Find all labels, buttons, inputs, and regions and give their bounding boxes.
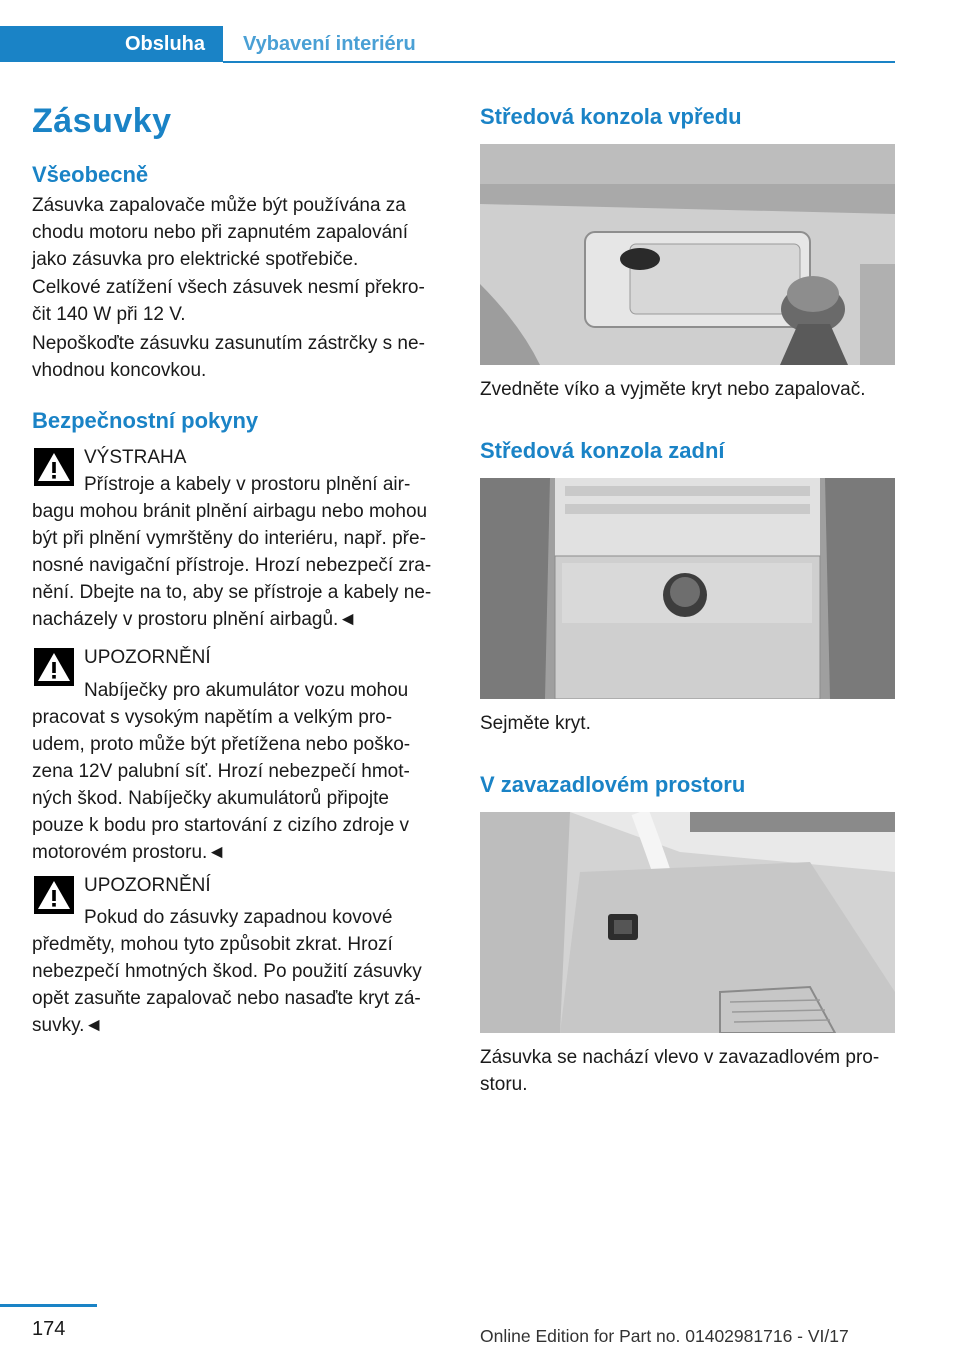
front-console-photo — [480, 144, 895, 365]
warning-text: předměty, mohou tyto způsobit zkrat. Hrozí nebezpečí hmotných škod. Po použití zásuvky opět zasuňte zapalovač nebo nasaďte kryt zá‐ suvky.◄ — [32, 934, 422, 1036]
warning-triangle-icon — [34, 648, 74, 686]
heading-safety: Bezpečnostní pokyny — [32, 408, 259, 433]
caption-rear-console: Sejměte kryt. — [480, 713, 591, 734]
heading-rear-console: Středová konzola zadní — [480, 438, 725, 463]
warning-triangle-icon — [34, 448, 74, 486]
warning-title: VÝSTRAHA — [84, 447, 187, 468]
heading-general: Všeobecně — [32, 162, 149, 187]
page-number: 174 — [32, 1318, 66, 1340]
header-tab-section[interactable]: Vybavení interiéru — [243, 33, 416, 55]
heading-trunk: V zavazadlovém prostoru — [480, 772, 746, 797]
warning-title: UPOZORNĚNÍ — [84, 875, 211, 896]
rear-console-photo — [480, 478, 895, 699]
warning-text-first-line: Přístroje a kabely v prostoru plnění air‐ — [84, 474, 411, 495]
general-paragraph-2: Celkové zatížení všech zásuvek nesmí překro‐ čit 140 W při 12 V. — [32, 277, 425, 325]
warning-text-first-line: Nabíječky pro akumulátor vozu mohou — [84, 680, 409, 701]
heading-front-console: Středová konzola vpředu — [480, 104, 742, 129]
warning-text-first-line: Pokud do zásuvky zapadnou kovové — [84, 907, 393, 928]
warning-text: bagu mohou bránit plnění airbagu nebo mohou být při plnění vymrštěny do interiéru, např. pře‐ nosné navigační přístroje. Hrozí nebezpečí zra‐ nění. Dbejte na to, aby se přístroje a kabely ne‐ nacházely v prostoru plnění airbagů.◄ — [32, 501, 432, 630]
header-tab-obsluha[interactable]: Obsluha — [0, 26, 223, 62]
warning-triangle-icon — [34, 876, 74, 914]
general-paragraph-1: Zásuvka zapalovače může být používána za chodu motoru nebo při zapnutém zapalování jako zásuvka pro elektrické spotřebiče. — [32, 195, 409, 270]
caption-trunk: Zásuvka se nachází vlevo v zavazadlovém pro‐ storu. — [480, 1047, 880, 1095]
general-paragraph-3: Nepoškoďte zásuvku zasunutím zástrčky s ne‐ vhodnou koncovkou. — [32, 333, 425, 381]
trunk-photo — [480, 812, 895, 1033]
footer-rule — [0, 1304, 97, 1307]
warning-text: pracovat s vysokým napětím a velkým pro‐ udem, proto může být přetížena nebo poško‐ zena 12V palubní síť. Hrozí nebezpečí hmot‐ ných škod. Nabíječky akumulátorů připojte pouze k bodu pro startování z cizího zdroje v motorovém prostoru.◄ — [32, 707, 411, 863]
caption-front-console: Zvedněte víko a vyjměte kryt nebo zapalovač. — [480, 379, 866, 400]
warning-title: UPOZORNĚNÍ — [84, 647, 211, 668]
edition-note: Online Edition for Part no. 01402981716 - VI/17 — [480, 1326, 849, 1346]
header-rule — [223, 61, 895, 63]
page-title: Zásuvky — [32, 102, 172, 140]
